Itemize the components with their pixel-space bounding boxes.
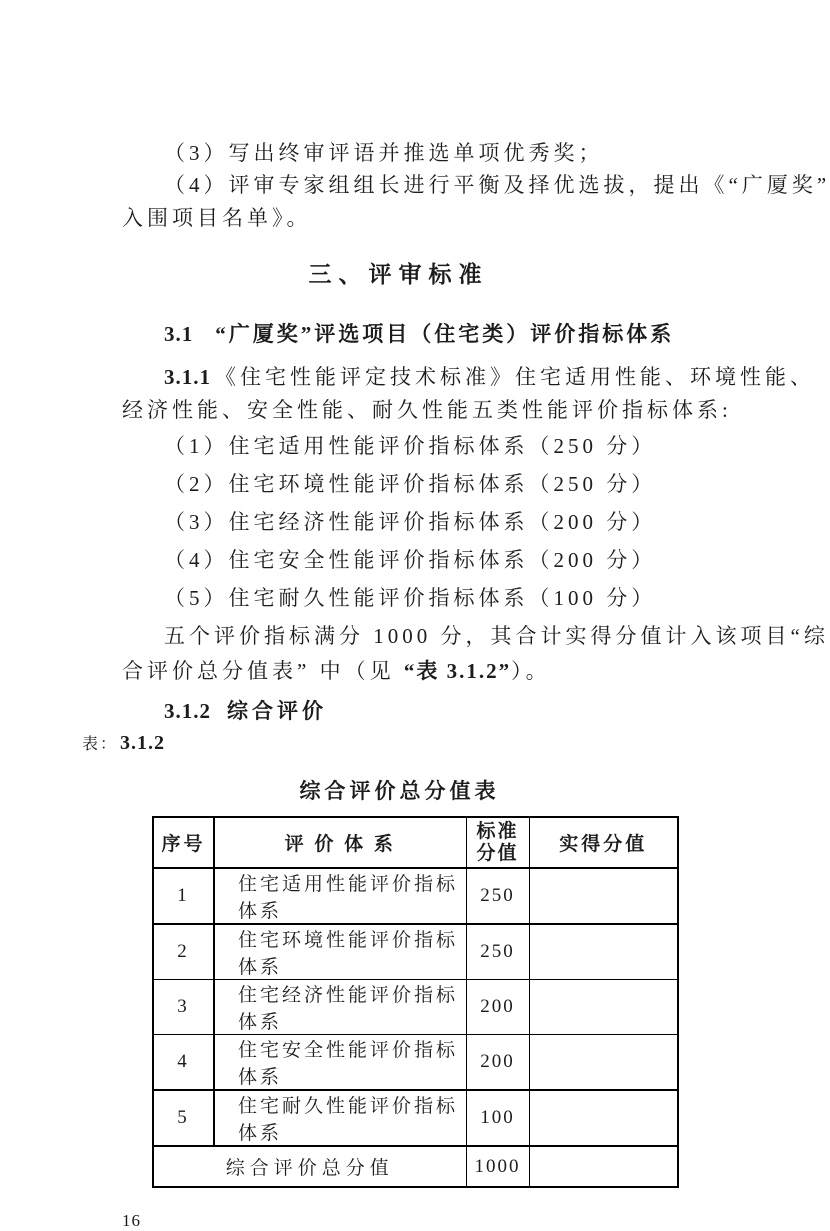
- row-actual-score-cell: [529, 1090, 678, 1146]
- heading-3-1-2-title: 综合评价: [227, 699, 327, 723]
- paragraph-total-line-2-post: ）。: [511, 659, 551, 683]
- row-standard-score-cell: 100: [466, 1090, 529, 1146]
- list-item-2: （2）住宅环境性能评价指标体系（250 分）: [164, 472, 657, 496]
- paragraph-3-1-1: [122, 361, 815, 427]
- heading-3-1: [122, 318, 715, 348]
- table-label-number: 3.1.2: [120, 732, 166, 754]
- list-item-4: （4）住宅安全性能评价指标体系（200 分）: [164, 548, 657, 572]
- table-reference-bold: “表 3.1.2”: [403, 659, 512, 683]
- header-standard-line-1: 标准: [476, 820, 519, 842]
- row-no-cell: 4: [153, 1035, 214, 1091]
- table-row: [153, 1035, 678, 1091]
- score-table: [152, 816, 679, 1188]
- paragraph-total-score: [122, 619, 829, 689]
- row-actual-score-cell: [529, 980, 678, 1035]
- header-cell-system: 评 价 体 系: [214, 817, 466, 868]
- heading-3-1-2: [122, 695, 715, 725]
- paragraph-item-4: [122, 169, 830, 235]
- heading-3-1-title: “广厦奖”评选项目（住宅类）评价指标体系: [215, 322, 675, 346]
- paragraph-3-1-1-line-1: [122, 361, 815, 394]
- paragraph-item-4-line-2: 入围项目名单》。: [122, 206, 312, 230]
- table-row: [153, 868, 678, 924]
- row-no-cell: 5: [153, 1090, 214, 1146]
- list-item-3: （3）住宅经济性能评价指标体系（200 分）: [164, 510, 657, 534]
- total-row-standard-score-cell: 1000: [466, 1146, 529, 1187]
- row-name-cell: 住宅适用性能评价指标体系: [214, 868, 466, 924]
- table-total-row: [153, 1146, 678, 1187]
- paragraph-item-4-line-1: （4）评审专家组组长进行平衡及择优选拔，提出《“广厦奖”: [164, 173, 830, 197]
- row-no-cell: 2: [153, 924, 214, 980]
- section-heading: 三、评审标准: [308, 262, 489, 287]
- header-cell-standard-score: [466, 817, 529, 868]
- list-item-5: （5）住宅耐久性能评价指标体系（100 分）: [164, 586, 657, 610]
- paragraph-3-1-1-text: 《住宅性能评定技术标准》住宅适用性能、环境性能、: [215, 365, 815, 389]
- row-name-cell: 住宅耐久性能评价指标体系: [214, 1090, 466, 1146]
- row-actual-score-cell: [529, 868, 678, 924]
- row-name-cell: 住宅安全性能评价指标体系: [214, 1035, 466, 1091]
- list-item-1: （1）住宅适用性能评价指标体系（250 分）: [164, 434, 657, 458]
- row-name-cell: 住宅经济性能评价指标体系: [214, 980, 466, 1035]
- row-standard-score-cell: 200: [466, 1035, 529, 1091]
- indicator-list: [122, 427, 715, 617]
- paragraph-total-line-2: [122, 654, 715, 689]
- row-standard-score-cell: 250: [466, 868, 529, 924]
- total-row-actual-score-cell: [529, 1146, 678, 1187]
- table-header-row: [153, 817, 678, 868]
- row-no-cell: 3: [153, 980, 214, 1035]
- page-number: 16: [122, 1211, 141, 1230]
- table-label: [82, 731, 715, 755]
- paragraph-3-1-1-number: 3.1.1: [164, 365, 211, 389]
- paragraph-total-line-2-pre: 合评价总分值表” 中（见: [122, 659, 404, 683]
- paragraph-item-3: （3）写出终审评语并推选单项优秀奖；: [164, 141, 604, 165]
- table-row: [153, 980, 678, 1035]
- table-row: [153, 1090, 678, 1146]
- table-row: [153, 924, 678, 980]
- table-title: 综合评价总分值表: [299, 779, 500, 803]
- header-cell-actual-score: 实得分值: [529, 817, 678, 868]
- row-standard-score-cell: 200: [466, 980, 529, 1035]
- total-row-label-cell: 综合评价总分值: [153, 1146, 466, 1187]
- row-no-cell: 1: [153, 868, 214, 924]
- paragraph-3-1-1-line-2: 经济性能、安全性能、耐久性能五类性能评价指标体系:: [122, 398, 732, 422]
- row-name-cell: 住宅环境性能评价指标体系: [214, 924, 466, 980]
- row-actual-score-cell: [529, 924, 678, 980]
- header-standard-line-2: 分值: [476, 842, 519, 864]
- row-standard-score-cell: 250: [466, 924, 529, 980]
- paragraph-total-line-1: 五个评价指标满分 1000 分，其合计实得分值计入该项目“综: [164, 624, 829, 648]
- row-actual-score-cell: [529, 1035, 678, 1091]
- heading-3-1-2-number: 3.1.2: [164, 699, 211, 723]
- header-cell-no: 序号: [153, 817, 214, 868]
- heading-3-1-number: 3.1: [164, 322, 194, 346]
- table-label-prefix: 表：: [82, 736, 119, 753]
